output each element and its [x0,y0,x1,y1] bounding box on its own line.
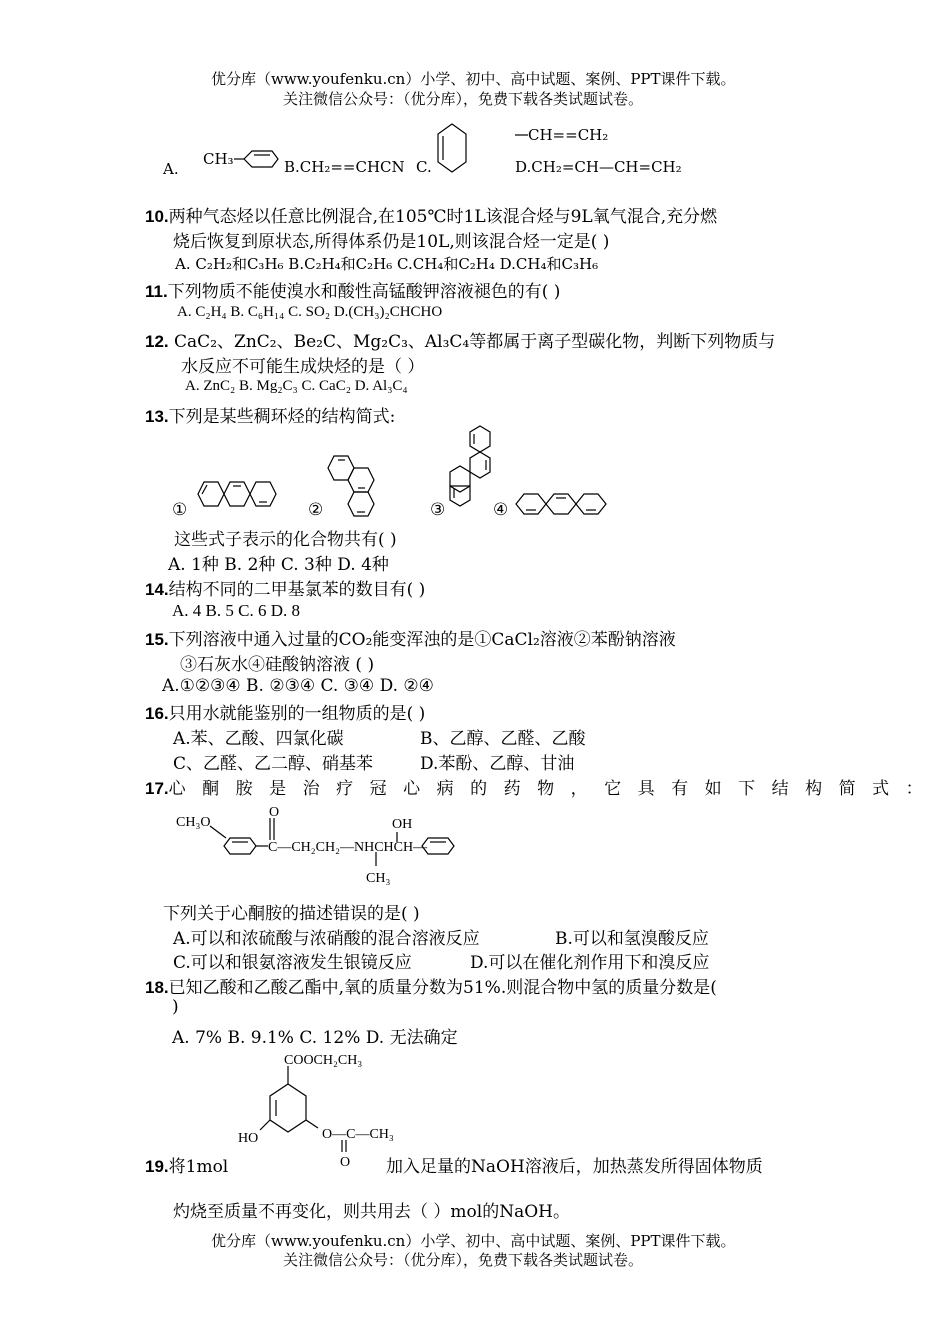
q16-text-line-1: 只用水就能鉴别的一组物质的是( ) [168,704,426,724]
q10-number: 10. [145,207,169,226]
q15-number: 15. [145,630,169,649]
q11-options: A. C₂H₄ B. C₆H₁₄ C. SO₂ D.(CH₃)₂CHCHO [177,304,443,320]
q12-text-line-1: CaC₂、ZnC₂、Be₂C、Mg₂C₃、Al₃C₄等都属于离子型碳化物，判断下列物质与 [168,332,776,352]
q18-text-line-2: ) [172,997,179,1017]
q9-option-d: D.CH₂=CH—CH=CH₂ [515,158,682,176]
q17-text-line-1: 心酮胺是治疗冠心病的药物，它具有如下结构简式： [168,779,940,799]
q13-mark-2: ② [308,500,324,520]
q16-stem [145,699,425,724]
q13-structure-1-anthracene [190,478,285,518]
q13-mark-3: ③ [430,500,446,520]
q14-text-line-1: 结构不同的二甲基氯苯的数目有( ) [168,580,426,600]
q13-structure-4-phenanthrene-flat [512,488,612,520]
q16-option-b: B、乙醇、乙醛、乙酸 [420,729,586,749]
q11-text-line-1: 下列物质不能使溴水和酸性高锰酸钾溶液褪色的有( ) [167,282,561,302]
q19-struct-acetoxy: O—C—CH₃ [322,1127,394,1142]
q17-stem [145,774,939,799]
q10-options: A. C₂H₂和C₃H₆ B.C₂H₄和C₂H₆ C.CH₄和C₂H₄ D.CH₄和C₃H₆ [175,255,599,273]
q18-options: A. 7% B. 9.1% C. 12% D. 无法确定 [172,1028,458,1048]
q9-option-c-group: CH==CH₂ [528,126,609,144]
q13-number: 13. [145,407,169,426]
q17-xinketongan-structure [170,806,470,892]
q19-compound-structure [236,1044,396,1174]
q13-options: A. 1种 B. 2种 C. 3种 D. 4种 [168,555,389,575]
q19-text-post: 加入足量的NaOH溶液后，加热蒸发所得固体物质 [386,1157,763,1177]
q14-number: 14. [145,580,169,599]
q19-struct-o: O [340,1155,351,1170]
q17-option-c: C.可以和银氨溶液发生银镜反应 [173,953,412,973]
q12-text-line-2: 水反应不可能生成炔烃的是（ ） [181,357,425,377]
q9-option-b: B.CH₂==CHCN [284,158,405,176]
q16-option-c: C、乙醛、乙二醇、硝基苯 [173,754,374,774]
q13-text-line-2: 这些式子表示的化合物共有( ) [174,530,397,550]
q17-number: 17. [145,779,169,798]
q13-mark-1: ① [172,500,188,520]
q9-option-a-benzene-structure [220,145,280,175]
q18-text-line-1: 已知乙酸和乙酸乙酯中,氧的质量分数为51%.则混合物中氢的质量分数是( [168,978,717,998]
q19-struct-ester: COOCH₂CH₃ [284,1053,363,1068]
header-line-2: 关注微信公众号：（优分库），免费下载各类试题试卷。 [283,90,644,108]
q19-text-pre: 将1mol [168,1157,229,1177]
q13-mark-4: ④ [493,500,509,520]
q15-text-line-2: ③石灰水④硅酸钠溶液 ( ) [180,655,375,675]
q9-option-c-benzene-structure [434,122,470,178]
q17-option-b: B.可以和氢溴酸反应 [555,929,709,949]
q10-text-line-1: 两种气态烃以任意比例混合,在105℃时1L该混合烃与9L氧气混合,充分燃 [168,207,718,227]
q19-stem [145,1152,228,1177]
q19-text-line-2: 灼烧至质量不再变化，则共用去（ ）mol的NaOH。 [173,1202,570,1222]
header-line-1: 优分库（www.youfenku.cn）小学、初中、高中试题、案例、PPT课件下载。 [211,70,736,88]
footer-line-1: 优分库（www.youfenku.cn）小学、初中、高中试题、案例、PPT课件下载。 [211,1232,736,1250]
q19-struct-ho: HO [238,1131,259,1146]
q9-option-a-group: CH₃ [203,150,234,168]
q13-structure-2-phenanthrene [324,452,404,520]
q9-option-c-label: C. [416,158,432,176]
q19-number: 19. [145,1157,169,1176]
q12-options: A. ZnC₂ B. Mg₂C₃ C. CaC₂ D. Al₃C₄ [185,378,408,394]
q17-struct-o: O [269,805,280,820]
q15-options: A.①②③④ B. ②③④ C. ③④ D. ②④ [162,676,434,696]
q13-text-line-1: 下列是某些稠环烃的结构简式: [168,407,396,427]
q17-option-d: D.可以在催化剂作用下和溴反应 [470,953,710,973]
q14-options: A. 4 B. 5 C. 6 D. 8 [172,601,300,620]
q10-text-line-2: 烧后恢复到原状态,所得体系仍是10L,则该混合烃一定是( ) [173,232,610,252]
q18-number: 18. [145,978,169,997]
q16-number: 16. [145,704,169,723]
q15-stem [145,625,676,650]
q17-struct-och3: CH₃O [176,815,211,830]
q17-text-line-2: 下列关于心酮胺的描述错误的是( ) [163,904,420,924]
q15-text-line-1: 下列溶液中通入过量的CO₂能变浑浊的是①CaCl₂溶液②苯酚钠溶液 [168,630,676,650]
q16-option-a: A.苯、乙酸、四氯化碳 [173,729,344,749]
q12-number: 12. [145,332,169,351]
q16-option-d: D.苯酚、乙醇、甘油 [420,754,575,774]
q17-struct-chain: C—CH₂CH₂—NHCHCH— [268,840,428,855]
q17-struct-ch3: CH₃ [366,871,391,886]
q11-stem [145,277,560,302]
q11-number: 11. [145,282,168,301]
footer-line-2: 关注微信公众号：（优分库），免费下载各类试题试卷。 [283,1251,644,1269]
q9-option-a-label: A. [163,160,179,178]
q12-stem [145,327,775,352]
q14-stem [145,575,425,600]
q17-option-a: A.可以和浓硫酸与浓硝酸的混合溶液反应 [173,929,480,949]
q17-struct-oh: OH [392,817,413,832]
q10-stem-line-1 [145,202,717,227]
q18-stem [145,973,717,998]
q13-stem [145,402,395,427]
